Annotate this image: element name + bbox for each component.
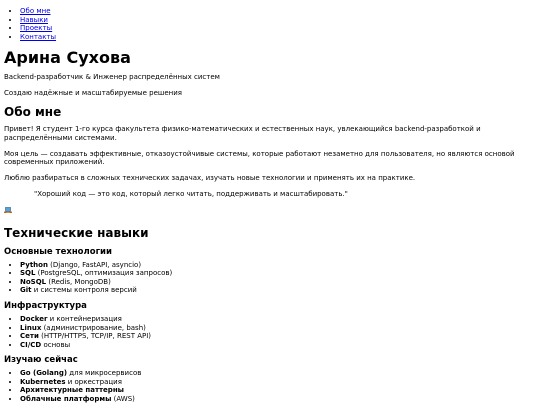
nav-list <box>4 7 534 41</box>
nav-item <box>20 7 534 16</box>
skill-name: CI/CD <box>20 340 42 349</box>
skill-description: и контейнеризация <box>47 315 122 324</box>
skill-item <box>20 332 534 341</box>
laptop-emoji-icon <box>4 206 12 214</box>
skill-item <box>20 315 534 324</box>
skills-group-title: Изучаю сейчас <box>4 355 78 366</box>
skill-description: (HTTP/HTTPS, TCP/IP, REST API) <box>38 332 151 341</box>
skills-heading: Технические навыки <box>4 226 149 241</box>
nav-link-projects[interactable]: Проекты <box>20 24 53 32</box>
skill-name: Docker <box>20 315 48 324</box>
skill-name: Сети <box>20 332 39 341</box>
skill-description: (Redis, MongoDB) <box>46 277 111 286</box>
skill-item <box>20 324 534 333</box>
skills-groups <box>4 247 534 404</box>
nav-link-contacts[interactable]: Контакты <box>20 32 57 41</box>
skill-name: Kubernetes <box>20 377 66 386</box>
skill-name: Linux <box>20 323 42 332</box>
nav-item <box>20 16 534 25</box>
skill-description: и оркестрация <box>65 377 122 386</box>
skills-group-title: Основные технологии <box>4 246 112 257</box>
skills-list <box>4 315 534 349</box>
skill-item <box>20 269 534 278</box>
skill-name: Git <box>20 286 32 295</box>
skill-item <box>20 286 534 295</box>
nav-link-about[interactable]: Обо мне <box>20 7 51 15</box>
tagline: Backend-разработчик & Инженер распределённых систем <box>4 73 220 82</box>
page-title: Арина Сухова <box>4 48 131 67</box>
skills-group-title: Инфраструктура <box>4 300 87 311</box>
subtitle: Создаю надёжные и масштабируемые решения <box>4 88 182 97</box>
about-heading: Обо мне <box>4 104 62 119</box>
skill-item <box>20 395 534 404</box>
skill-description: (Django, FastAPI, asyncio) <box>47 260 142 269</box>
nav-item <box>20 33 534 42</box>
skill-item <box>20 369 534 378</box>
skill-name: Архитектурные паттерны <box>20 386 124 395</box>
skills-list <box>4 369 534 403</box>
skill-name: Облачные платформы <box>20 394 112 403</box>
skill-item <box>20 378 534 387</box>
skill-item <box>20 386 534 395</box>
page <box>4 0 534 403</box>
skill-description: для микросервисов <box>67 369 142 378</box>
skill-description: (PostgreSQL, оптимизация запросов) <box>35 269 173 278</box>
skill-name: NoSQL <box>20 277 47 286</box>
about-paragraph-1: Привет! Я студент 1-го курса факультета физико-математических и естественных наук, увлекающийся backend-разработкой и распределёнными системами. <box>4 125 481 142</box>
skill-description: и системы контроля версий <box>31 286 137 295</box>
skill-item <box>20 341 534 350</box>
about-paragraph-3: Люблю разбираться в сложных технических задачах, изучать новые технологии и применять их на практике. <box>4 174 416 183</box>
skill-item <box>20 261 534 270</box>
skill-name: Python <box>20 260 48 269</box>
skill-item <box>20 278 534 287</box>
about-quote: "Хороший код — это код, который легко читать, поддерживать и масштабировать." <box>34 189 348 198</box>
nav-item <box>20 24 534 33</box>
skill-description: (администрирование, bash) <box>41 323 146 332</box>
skill-name: SQL <box>20 269 36 278</box>
skill-description: (AWS) <box>111 394 135 403</box>
skills-list <box>4 261 534 295</box>
skill-name: Go (Golang) <box>20 369 68 378</box>
skill-description: основы <box>41 340 71 349</box>
about-paragraph-2: Моя цель — создавать эффективные, отказоустойчивые системы, которые работают незаметно для пользователя, но являются основой современных приложений. <box>4 149 515 167</box>
nav-link-skills[interactable]: Навыки <box>20 15 48 24</box>
